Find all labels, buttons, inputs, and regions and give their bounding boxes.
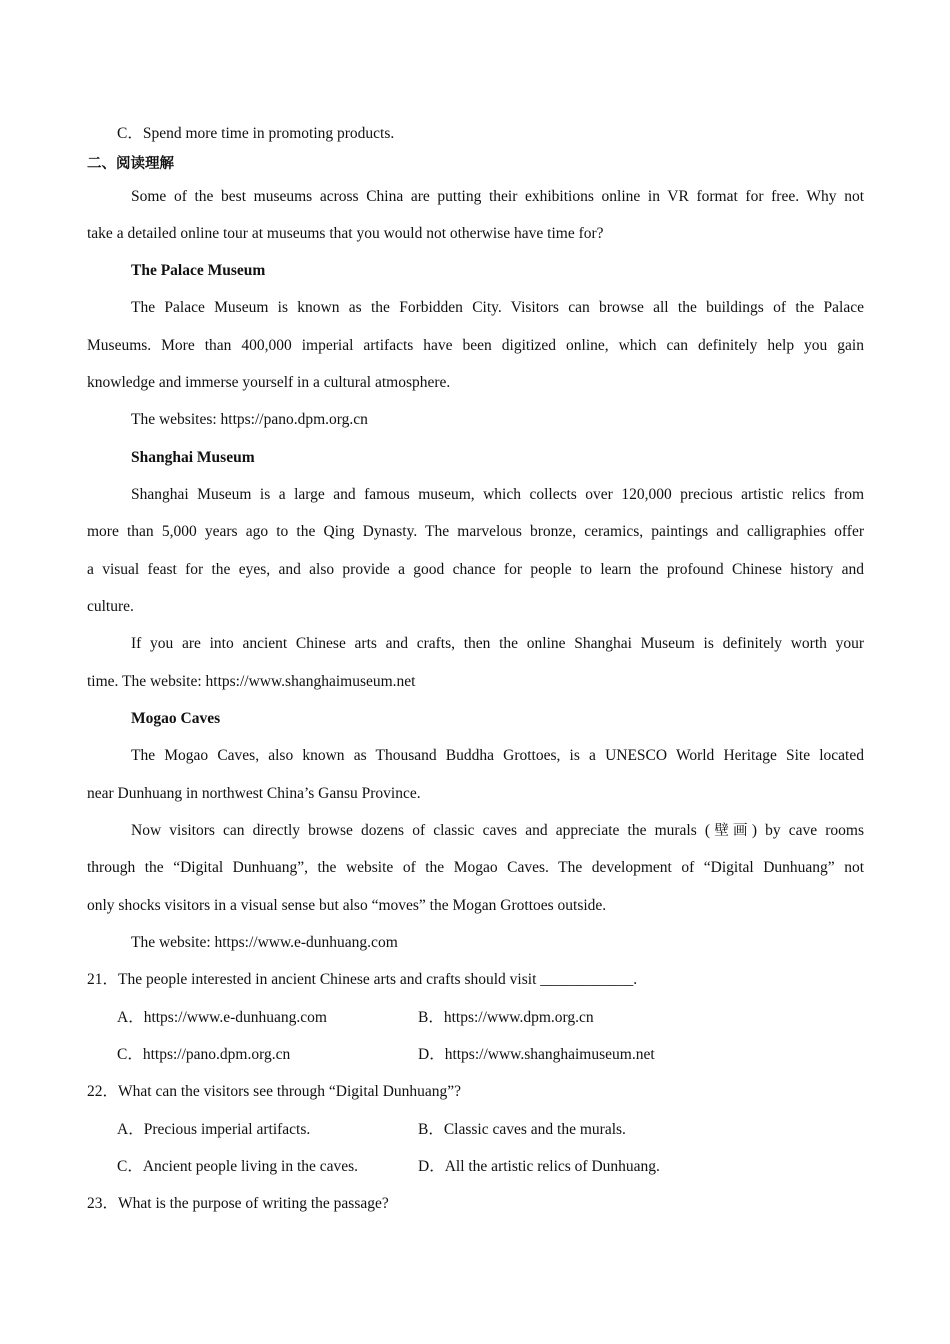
shanghai-p2-line-1: If you are into ancient Chinese arts and crafts, then the online Shanghai Museum is definitely worth your (131, 635, 864, 652)
question-22-option-d: D．All the artistic relics of Dunhuang. (418, 1158, 660, 1175)
mogao-p2-line-3: only shocks visitors in a visual sense but also “moves” the Mogan Grottoes outside. (87, 897, 607, 914)
mogao-p2-line-1-b: ) by cave rooms (751, 822, 864, 839)
palace-line-2: Museums. More than 400,000 imperial artifacts have been digitized online, which can definitely help you gain (87, 337, 864, 354)
palace-website: The websites: https://pano.dpm.org.cn (131, 411, 368, 428)
question-21-stem: 21．The people interested in ancient Chinese arts and crafts should visit ____________. (87, 971, 638, 988)
intro-line-2: take a detailed online tour at museums that you would not otherwise have time for? (87, 225, 604, 242)
shanghai-title: Shanghai Museum (131, 449, 255, 466)
mogao-murals-cjk: 壁画 (710, 823, 752, 839)
question-21-option-d: D．https://www.shanghaimuseum.net (418, 1046, 655, 1063)
section-heading: 二、阅读理解 (87, 156, 174, 172)
mogao-website: The website: https://www.e-dunhuang.com (131, 934, 398, 951)
shanghai-p2-line-2: time. The website: https://www.shanghaimuseum.net (87, 673, 416, 690)
palace-line-1: The Palace Museum is known as the Forbidden City. Visitors can browse all the buildings of the Palace (131, 299, 864, 316)
shanghai-line-1: Shanghai Museum is a large and famous museum, which collects over 120,000 precious artistic relics from (131, 486, 864, 503)
mogao-title: Mogao Caves (131, 710, 221, 727)
mogao-line-1: The Mogao Caves, also known as Thousand Buddha Grottoes, is a UNESCO World Heritage Site located (131, 747, 864, 764)
question-21-option-c: C．https://pano.dpm.org.cn (117, 1046, 291, 1063)
intro-line-1: Some of the best museums across China are putting their exhibitions online in VR format for free. Why not (131, 188, 864, 205)
mogao-line-2: near Dunhuang in northwest China’s Gansu Province. (87, 785, 421, 802)
palace-title: The Palace Museum (131, 262, 266, 279)
question-22-stem: 22．What can the visitors see through “Digital Dunhuang”? (87, 1083, 462, 1100)
prev-option-c: C．Spend more time in promoting products. (117, 125, 395, 142)
question-23-stem: 23．What is the purpose of writing the passage? (87, 1195, 389, 1212)
shanghai-line-2: more than 5,000 years ago to the Qing Dynasty. The marvelous bronze, ceramics, paintings and calligraphies offer (87, 523, 864, 540)
question-21-option-a: A．https://www.e-dunhuang.com (117, 1009, 327, 1026)
palace-line-3: knowledge and immerse yourself in a cultural atmosphere. (87, 374, 451, 391)
question-22-option-a: A．Precious imperial artifacts. (117, 1121, 311, 1138)
shanghai-line-4: culture. (87, 598, 134, 615)
mogao-p2-line-2: through the “Digital Dunhuang”, the website of the Mogao Caves. The development of “Digital Dunhuang” not (87, 859, 864, 876)
mogao-p2-line-1 (131, 812, 864, 849)
question-21-option-b: B．https://www.dpm.org.cn (418, 1009, 594, 1026)
question-22-option-c: C．Ancient people living in the caves. (117, 1158, 359, 1175)
mogao-p2-line-1-a: Now visitors can directly browse dozens of classic caves and appreciate the murals ( (131, 822, 711, 839)
shanghai-line-3: a visual feast for the eyes, and also provide a good chance for people to learn the profound Chinese history and (87, 561, 864, 578)
question-22-option-b: B．Classic caves and the murals. (418, 1121, 626, 1138)
